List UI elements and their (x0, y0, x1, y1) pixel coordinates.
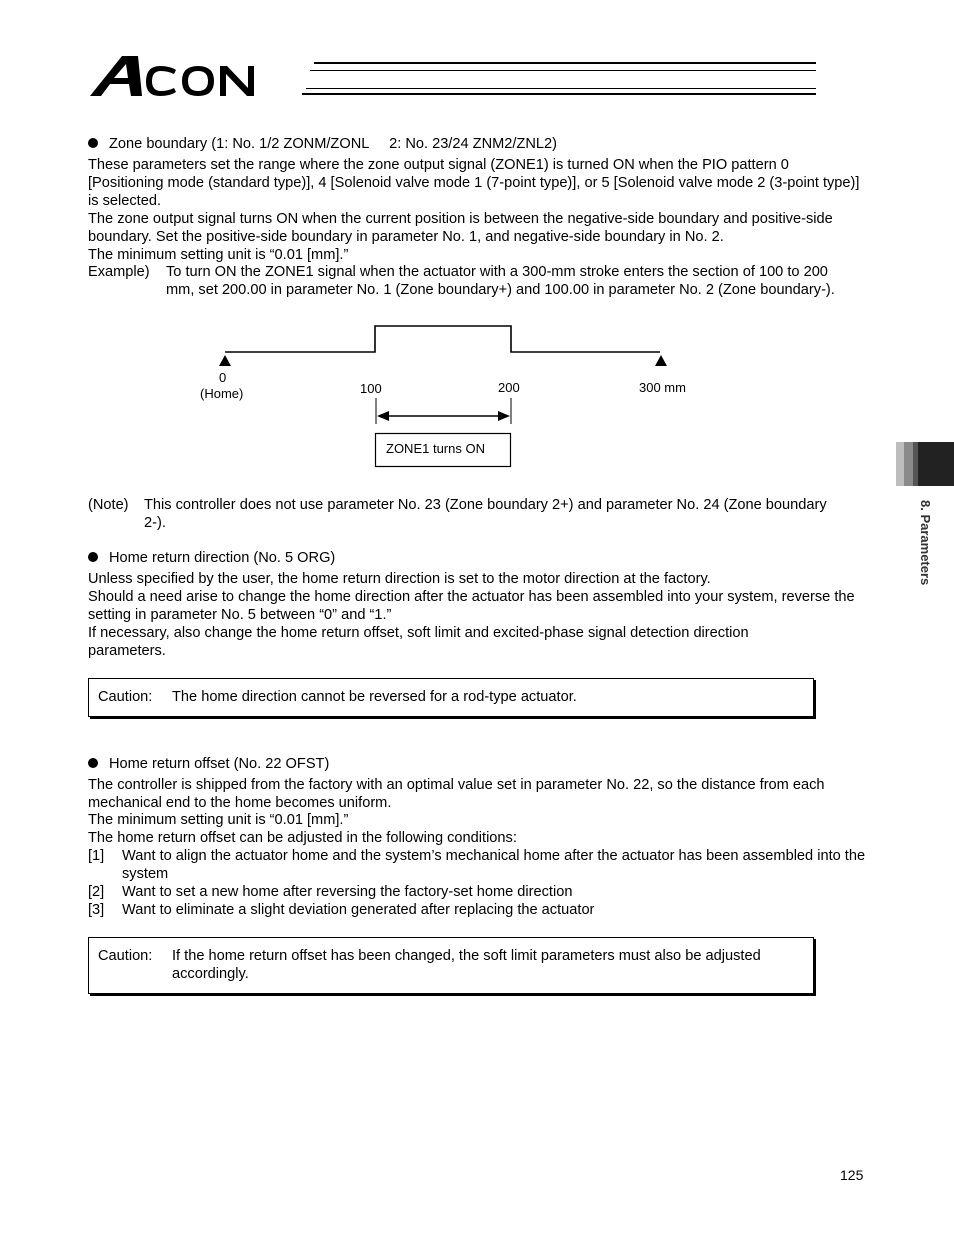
example-label: Example) (88, 264, 150, 280)
label-0: 0 (219, 370, 227, 385)
zone-title: Zone boundary (1: No. 1/2 ZONM/ZONL 2: No. 23/24 ZNM2/ZNL2) (109, 136, 557, 152)
caution-label: Caution: (98, 948, 153, 964)
home-offset-para-1: The controller is shipped from the factory with an optimal value set in parameter No. 22, so the distance from each mechanical end to the home becomes uniform. (88, 777, 825, 811)
caution-box-direction (88, 678, 814, 717)
end-marker-icon (655, 355, 667, 366)
zone-on-label: ZONE1 turns ON (386, 441, 485, 456)
home-dir-para-1: Unless specified by the user, the home return direction is set to the motor direction at the factory. (88, 571, 711, 587)
home-marker-icon (219, 355, 231, 366)
list-item: Want to align the actuator home and the system’s mechanical home after the actuator has been assembled into the system (122, 848, 866, 882)
list-item-num: [1] (88, 848, 105, 864)
caution-label: Caution: (98, 689, 153, 705)
home-offset-title: Home return offset (No. 22 OFST) (109, 756, 330, 772)
list-item: Want to set a new home after reversing the factory-set home direction (122, 884, 573, 900)
bullet-icon (88, 138, 98, 148)
caution-box-offset (88, 937, 814, 994)
zone-para-1: These parameters set the range where the zone output signal (ZONE1) is turned ON when the PIO pattern 0 [Positioning mode (standard type)], 4 [Solenoid valve mode 1 (7-point type)], or 5 [Solenoid valve mode 2 (3-point type)] is selected. (88, 157, 860, 209)
bullet-icon (88, 758, 98, 768)
section-tab-text: 8. Parameters (918, 500, 933, 586)
label-100: 100 (360, 381, 382, 396)
list-item-num: [2] (88, 884, 105, 900)
home-offset-heading (88, 755, 329, 773)
home-offset-para-2: The minimum setting unit is “0.01 [mm].” (88, 812, 349, 828)
home-dir-para-2: Should a need arise to change the home direction after the actuator has been assembled into your system, reverse the setting in parameter No. 5 between “0” and “1.” (88, 589, 855, 623)
label-200: 200 (498, 380, 520, 395)
example-text: To turn ON the ZONE1 signal when the actuator with a 300-mm stroke enters the section of 100 to 200 mm, set 200.00 in parameter No. 1 (Zone boundary+) and 100.00 in parameter No. 2 (Zone boundary-). (166, 264, 835, 298)
list-item-num: [3] (88, 902, 105, 918)
caution-text: If the home return offset has been changed, the soft limit parameters must also be adjusted accordingly. (172, 948, 761, 982)
section-tab-marker (896, 442, 954, 486)
note-text: This controller does not use parameter No. 23 (Zone boundary 2+) and parameter No. 24 (Zone boundary 2-). (144, 497, 827, 531)
page-number: 125 (840, 1167, 864, 1183)
list-item: Want to eliminate a slight deviation generated after replacing the actuator (122, 902, 595, 918)
home-dir-para-3: If necessary, also change the home return offset, soft limit and excited-phase signal detection direction parameters. (88, 625, 749, 659)
zone-signal-line (225, 326, 660, 352)
label-300: 300 mm (639, 380, 686, 395)
acon-logo (88, 50, 818, 102)
home-direction-heading (88, 549, 335, 567)
note-label: (Note) (88, 497, 129, 513)
zone-para-3: The minimum setting unit is “0.01 [mm].” (88, 247, 349, 263)
bullet-icon (88, 552, 98, 562)
home-direction-title: Home return direction (No. 5 ORG) (109, 550, 336, 566)
section-tab-label (918, 500, 936, 610)
caution-text: The home direction cannot be reversed for a rod-type actuator. (172, 689, 577, 705)
zone-boundary-heading (88, 135, 557, 153)
label-home: (Home) (200, 386, 244, 401)
home-offset-para-3: The home return offset can be adjusted in the following conditions: (88, 830, 517, 846)
zone-para-2: The zone output signal turns ON when the current position is between the negative-side boundary and positive-side boundary. Set the positive-side boundary in parameter No. 1, and negative-side boundary in No. 2. (88, 211, 833, 245)
